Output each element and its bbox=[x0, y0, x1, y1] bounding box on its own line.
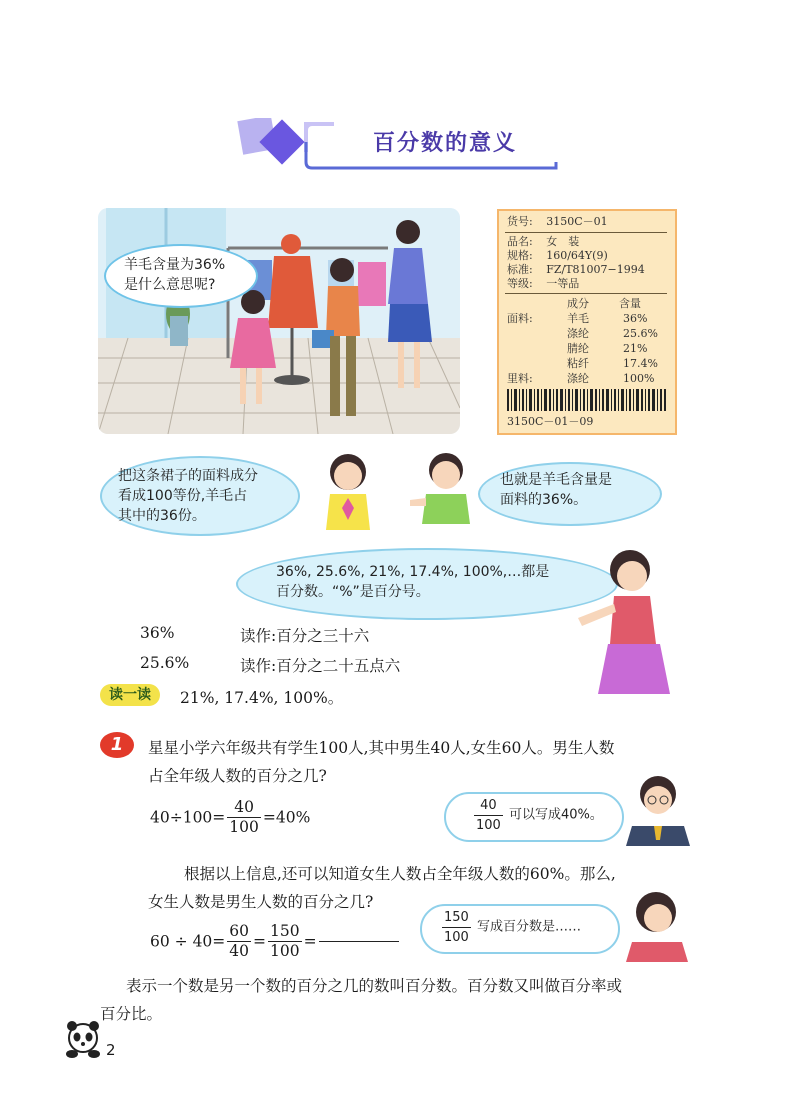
calc1-left: 40÷100= bbox=[150, 808, 226, 827]
answer-blank bbox=[319, 941, 399, 942]
hint2-fraction bbox=[442, 908, 471, 947]
calc1-denominator: 100 bbox=[229, 818, 259, 836]
hint2-denominator: 100 bbox=[444, 930, 469, 945]
tag-item-value: 3150C－01 bbox=[546, 215, 608, 228]
scene-bubble-line-2: 是什么意思呢? bbox=[124, 277, 216, 293]
calc2-numerator-2: 150 bbox=[270, 922, 300, 940]
calculation-2 bbox=[150, 922, 399, 961]
boy-bubble-line-1: 也就是羊毛含量是 bbox=[500, 472, 612, 488]
page-number: 2 bbox=[106, 1041, 116, 1059]
hint2-numerator: 150 bbox=[442, 908, 471, 928]
page-title: 百分数的意义 bbox=[372, 131, 517, 156]
tag-row-value: 17.4% bbox=[623, 357, 658, 370]
hint1-numerator: 40 bbox=[474, 796, 503, 816]
scene-speech-bubble bbox=[104, 244, 258, 308]
tag-spec-row bbox=[507, 249, 608, 263]
calc1-numerator: 40 bbox=[227, 798, 261, 818]
tag-barcode-text: 3150C－01－09 bbox=[507, 415, 594, 428]
teacher-bubble-line-2: 百分数。“%”是百分号。 bbox=[276, 584, 430, 600]
hint1-denominator: 100 bbox=[476, 818, 501, 833]
calc2-denominator-1: 40 bbox=[229, 942, 250, 960]
calc2-fraction-2 bbox=[268, 922, 302, 961]
calc2-equals: = bbox=[253, 932, 267, 951]
hint1-text: 可以写成40%。 bbox=[508, 807, 603, 823]
paragraph-line-1: 根据以上信息,还可以知道女生人数占全年级人数的60%。那么, bbox=[184, 865, 616, 883]
tag-item-row bbox=[507, 215, 608, 229]
tag-grade-label: 等级: bbox=[507, 277, 533, 290]
calc2-denominator-2: 100 bbox=[270, 942, 300, 960]
male-teacher-illustration bbox=[624, 774, 694, 846]
tag-fabric-label: 面料: bbox=[507, 312, 533, 325]
tag-standard-label: 标准: bbox=[507, 263, 533, 276]
boy-bubble-line-2: 面料的36%。 bbox=[500, 492, 588, 508]
tag-col-content: 含量 bbox=[619, 297, 641, 310]
calc2-fraction-1 bbox=[227, 922, 251, 961]
tag-lining-label: 里料: bbox=[507, 372, 533, 385]
tag-name-label: 品名: bbox=[507, 235, 533, 248]
store-scene-illustration bbox=[98, 208, 460, 434]
tag-name-value: 女 装 bbox=[546, 235, 580, 248]
girl-bubble-line-3: 其中的36份。 bbox=[118, 508, 206, 524]
reading-number: 36% bbox=[140, 624, 175, 642]
hint-2 bbox=[440, 908, 581, 947]
tag-grade-row bbox=[507, 277, 579, 291]
calc1-fraction bbox=[227, 798, 261, 837]
hint1-fraction bbox=[474, 796, 503, 835]
panda-icon bbox=[64, 1018, 102, 1060]
example-question-line-1: 星星小学六年级共有学生100人,其中男生40人,女生60人。男生人数 bbox=[148, 739, 615, 757]
calc1-right: =40% bbox=[262, 808, 311, 827]
hint2-text: 写成百分数是…… bbox=[476, 919, 581, 935]
students-illustration bbox=[316, 448, 496, 538]
tag-row-value: 21% bbox=[623, 342, 648, 355]
calculation-1 bbox=[150, 798, 310, 837]
reading-text: 读作:百分之二十五点六 bbox=[240, 657, 401, 675]
example-number-badge: 1 bbox=[100, 732, 134, 758]
barcode-icon bbox=[507, 389, 667, 411]
definition-line-2: 百分比。 bbox=[100, 1005, 163, 1023]
calc2-numerator-1: 60 bbox=[229, 922, 250, 940]
tag-standard-row bbox=[507, 263, 645, 277]
tag-row-name: 涤纶 bbox=[567, 372, 589, 385]
definition-line-1: 表示一个数是另一个数的百分之几的数叫百分数。百分数又叫做百分率或 bbox=[126, 977, 623, 995]
scene-bubble-line-1: 羊毛含量为36% bbox=[124, 257, 226, 273]
clothing-label-tag bbox=[497, 209, 677, 435]
tag-spec-value: 160/64Y(9) bbox=[546, 249, 608, 262]
tag-row-name: 粘纤 bbox=[567, 357, 589, 370]
example-question-line-2: 占全年级人数的百分之几? bbox=[148, 767, 327, 785]
tag-name-row bbox=[507, 235, 579, 249]
girl-bubble-line-2: 看成100等份,羊毛占 bbox=[118, 488, 248, 504]
tag-col-component: 成分 bbox=[567, 297, 589, 310]
read-aloud-badge: 读一读 bbox=[100, 684, 160, 706]
reading-text: 读作:百分之三十六 bbox=[240, 627, 370, 645]
teacher-bubble-line-1: 36%, 25.6%, 21%, 17.4%, 100%,…都是 bbox=[276, 564, 550, 580]
read-items: 21%, 17.4%, 100%。 bbox=[180, 689, 344, 707]
tag-row-value: 36% bbox=[623, 312, 648, 325]
tag-spec-label: 规格: bbox=[507, 249, 533, 262]
tag-row-value: 25.6% bbox=[623, 327, 658, 340]
teacher-illustration bbox=[574, 548, 694, 698]
tag-divider bbox=[505, 293, 667, 294]
tag-divider bbox=[505, 232, 667, 233]
calc2-right: = bbox=[303, 932, 317, 951]
tag-row-name: 腈纶 bbox=[567, 342, 589, 355]
hint-1 bbox=[472, 796, 603, 835]
girl-bubble-line-1: 把这条裙子的面料成分 bbox=[118, 468, 258, 484]
tag-standard-value: FZ/T81007−1994 bbox=[546, 263, 645, 276]
tag-row-value: 100% bbox=[623, 372, 655, 385]
reading-number: 25.6% bbox=[140, 654, 190, 672]
tag-row-name: 羊毛 bbox=[567, 312, 589, 325]
paragraph-line-2: 女生人数是男生人数的百分之几? bbox=[148, 893, 374, 911]
tag-row-name: 涤纶 bbox=[567, 327, 589, 340]
female-teacher-illustration bbox=[622, 890, 692, 962]
tag-item-label: 货号: bbox=[507, 215, 533, 228]
store-scene-art bbox=[98, 208, 460, 434]
calc2-left: 60 ÷ 40= bbox=[150, 932, 226, 951]
tag-grade-value: 一等品 bbox=[546, 277, 580, 290]
